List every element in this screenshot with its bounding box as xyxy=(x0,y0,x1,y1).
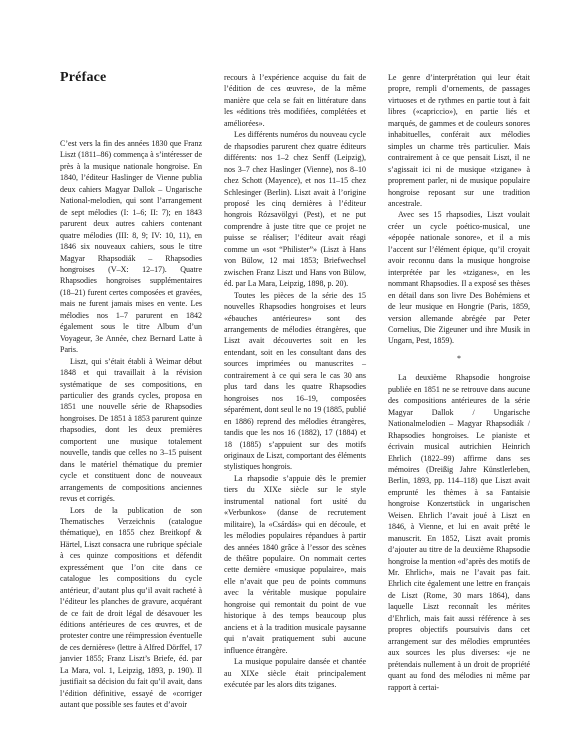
column-3 xyxy=(388,72,530,711)
text-columns xyxy=(60,72,538,711)
paragraph: La musique populaire dansée et chantée au XIXe siècle était principalement exécutée par les alors dits tziganes. xyxy=(224,657,366,690)
paragraph: Liszt, qui s’était établi à Weimar début 1848 et qui travaillait à la révision systématique de ses compositions, en particulier des grands cycles, proposa en 1851 une nouvelle série de Rhapsodies hongroises. De 1851 à 1853 parurent quinze rhapsodies, dont les deux premières comportent une musique totalement nouvelle, tandis que celles no 3–15 puisent dans le matériel thématique du premier cycle et constituent donc de nouveaux arrangements de compositions anciennes revus et corrigés. xyxy=(60,356,202,504)
paragraph: C’est vers la fin des années 1830 que Franz Liszt (1811–86) commença à s’intéresser de près à la musique nationale hongroise. En 1840, l’éditeur Haslinger de Vienne publia deux cahiers Magyar Dallok – Ungarische National-melodien, qui sont l’arrangement de sept mélodies (I: 1–6; II: 7); en 1843 parurent deux autres cahiers contenant quatre mélodies (III: 8, 9; IV: 10, 11), en 1846 six nouveaux cahiers, sous le titre Magyar Rhapsodiák – Rhapsodies hongroises (V–X: 12–17). Quatre Rhapsodies hongroises supplémentaires (18–21) furent certes composées et gravées, mais ne furent jamais mises en vente. Les mélodies nos 1–7 parurent en 1842 également sous le titre Album d’un Voyageur, 3e Année, chez Bernard Latte à Paris. xyxy=(60,139,202,355)
section-separator: * xyxy=(457,353,461,363)
paragraph: La deuxième Rhapsodie hongroise publiée en 1851 ne se retrouve dans aucune des compositions antérieures de la série Magyar Dallok / Ungarische Nationalmelodien – Magyar Rhapsodiák / Rhapsodies hongroises. Le pianiste et écrivain musical autrichien Heinrich Ehrlich (1822–99) affirme dans ses mémoires (Dreißig Jahre Künstlerleben, Berlin, 1893, pp. 114–118) que Liszt avait emprunté les thèmes à sa Fantaisie hongroise Konzertstück in ungarischen Weisen. Ehrlich l’avait joué à Liszt en 1846, à Vienne, et lui en avait prêté le manuscrit. En 1852, Liszt avait promis d’ajouter au titre de la deuxième Rhapsodie hongroise la mention «d’après des motifs de Mr. Ehrlich», mais ne l’avait pas fait. Ehrlich cite également une lettre en français de Liszt (Rome, 30 mars 1864), dans laquelle Liszt reconnaît les mérites d’Ehrlich, mais fait aussi référence à ses propres objectifs poursuivis dans cet arrangement sur des mélodies empruntées aux sources les plus diverses: «je ne prétendais nullement à un droit de propriété quant au fond des mélodies ni même par rapport à certai- xyxy=(388,373,530,692)
paragraph: Le genre d’interprétation qui leur était propre, rempli d’ornements, de passages virtuoses et de rythmes en partie tout à fait libres («capriccio»), en partie liés et marqués, de gammes et de couleurs sonores inhabituelles, conférait aux mélodies simples un charme très particulier. Mais contrairement à ce que pensait Liszt, il ne s’agissait ici ni de musique «tzigane» à proprement parler, ni de musique populaire hongroise reposant sur une tradition ancestrale. xyxy=(388,73,530,208)
paragraph: Toutes les pièces de la série des 15 nouvelles Rhapsodies hongroises et leurs «ébauches antérieures» sont des arrangements de mélodies étrangères, que Liszt avait découvertes soit en les entendant, soit en les consultant dans des sources imprimées ou manuscrites – contrairement à ce qui sera le cas 30 ans plus tard dans les quatre Rhapsodies hongroises nos 16–19, composées séparément, dont seul le no 19 (1885, publié en 1886) reprend des mélodies étrangères, tandis que les nos 16 (1882), 17 (1884) et 18 (1885) s’appuient sur des motifs originaux de Liszt, comportant des éléments stylistiques hongrois. xyxy=(224,290,366,472)
column-1 xyxy=(60,72,202,711)
paragraph: Les différents numéros du nouveau cycle de rhapsodies parurent chez quatre éditeurs différents: nos 1–2 chez Senff (Leipzig), nos 3–7 chez Haslinger (Vienne), nos 8–10 chez Schott (Mayence), et nos 11–15 chez Schlesinger (Berlin). Liszt avait à l’origine proposé les cinq dernières à l’éditeur hongrois Rózsavölgyi (Pest), et ne put comprendre à juste titre que ce projet ne puisse se réaliser; l’éditeur avait réagi comme un «sot “Philister”» (Liszt à Hans von Bülow, 12 mai 1853; Briefwechsel zwischen Franz Liszt und Hans von Bülow, éd. par La Mara, Leipzig, 1898, p. 20). xyxy=(224,130,366,289)
page-title: Préface xyxy=(60,70,107,85)
paragraph: Lors de la publication de son Thematisches Verzeichnis (catalogue thématique), en 1855 chez Breitkopf & Härtel, Liszt consacra une rubrique spéciale à ces quinze compositions et défendit expressément que l’on cite dans ce catalogue les compositions du cycle antérieur, d’autant plus qu’il avait racheté à l’éditeur les planches de gravure, acquérant de ce fait de droit légal de désavouer les éditions antérieures de ces œuvres, et de protester contre une réimpression éventuelle de ces dernières» (lettre à Alfred Dörffel, 17 janvier 1855; Franz Liszt’s Briefe, éd. par La Mara, vol. 1, Leipzig, 1893, p. 190). Il justifiait sa décision du fait qu’il avait, dans l’édition définitive, essayé de «corriger autant que possible ses fautes et d’avoir xyxy=(60,505,202,710)
paragraph: La rhapsodie s’appuie dès le premier tiers du XIXe siècle sur le style instrumental national fort usité du «Verbunkos» (danse de recrutement militaire), la «Csárdás» qui en découle, et les mélodies populaires répandues à partir des années 1840 grâce à l’essor des scènes de théâtre populaire. On nommait certes cette dernière «musique populaire», mais elle n’avait que peu de points communs avec la véritable musique populaire hongroise qui remontait du point de vue historique à des temps beaucoup plus anciens et à la tradition musicale paysanne qui n’avait pratiquement subi aucune influence étrangère. xyxy=(224,473,366,655)
paragraph: Avec ses 15 rhapsodies, Liszt voulait créer un cycle poético-musical, une «épopée nationale sonore», et il a mis l’accent sur l’élément épique, qu’il croyait avoir reconnu dans la musique hongroise interprétée par les «tziganes», en les nommant Rhapsodies. Il a exposé ses thèses en détail dans son livre Des Bohémiens et de leur musique en Hongrie (Paris, 1859, version allemande abrégée par Peter Cornelius, Die Zigeuner und ihre Musik in Ungarn, Pest, 1859). xyxy=(388,210,530,346)
column-2 xyxy=(224,72,366,711)
paragraph: recours à l’expérience acquise du fait de l’édition de ces œuvres», de la même manière que cela se fait en littérature dans les «éditions très modifiées, complétées et améliorées». xyxy=(224,73,366,128)
